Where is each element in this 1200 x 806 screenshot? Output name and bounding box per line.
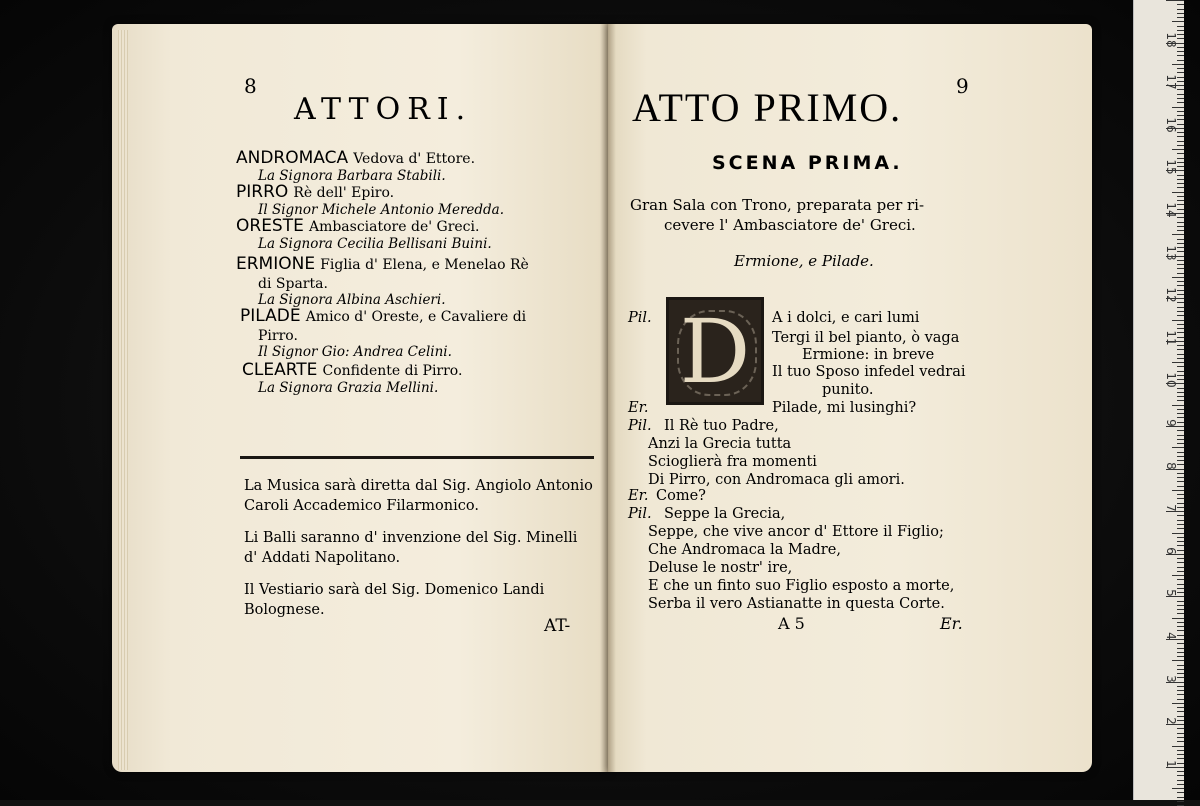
- ruler-minor-tick: [1177, 763, 1184, 764]
- ruler-minor-tick: [1177, 77, 1184, 78]
- book-gutter: [600, 24, 616, 772]
- speaker-label: Pil.: [628, 506, 652, 522]
- initial-letter: D: [679, 300, 751, 403]
- ruler-minor-tick: [1172, 703, 1184, 704]
- singer-name: Il Signor Michele Antonio Meredda.: [258, 202, 505, 218]
- singer-name: Il Signor Gio: Andrea Celini.: [258, 344, 452, 360]
- ruler-minor-tick: [1177, 115, 1184, 116]
- ruler-minor-tick: [1177, 652, 1184, 653]
- ruler-minor-tick: [1172, 362, 1184, 363]
- ruler-minor-tick: [1172, 149, 1184, 150]
- role-name: PILADE: [240, 306, 301, 326]
- ruler-minor-tick: [1177, 354, 1184, 355]
- ruler-minor-tick: [1177, 366, 1184, 367]
- ruler-minor-tick: [1177, 460, 1184, 461]
- ruler-minor-tick: [1177, 4, 1184, 5]
- signature-mark: A 5: [778, 614, 805, 633]
- ruler-minor-tick: [1177, 537, 1184, 538]
- ruler-label: 16: [1164, 117, 1178, 133]
- cast-entry: [236, 254, 529, 274]
- ruler-minor-tick: [1177, 784, 1184, 785]
- role-description: Ambasciatore de' Greci.: [308, 219, 480, 235]
- role-name: CLEARTE: [242, 360, 318, 380]
- singer-name: La Signora Grazia Mellini.: [258, 380, 439, 396]
- left-catchword: AT-: [544, 616, 571, 636]
- cast-entry: [240, 306, 526, 326]
- ruler-minor-tick: [1177, 635, 1184, 636]
- ruler-minor-tick: [1177, 728, 1184, 729]
- role-name: PIRRO: [236, 182, 289, 202]
- role-description: Confidente di Pirro.: [322, 363, 463, 379]
- ruler-minor-tick: [1177, 243, 1184, 244]
- speaker-label: Er.: [628, 400, 649, 416]
- ruler-minor-tick: [1177, 222, 1184, 223]
- ruler-label: 12: [1164, 287, 1178, 303]
- ruler-minor-tick: [1177, 30, 1184, 31]
- ruler-minor-tick: [1172, 746, 1184, 747]
- ruler-minor-tick: [1177, 392, 1184, 393]
- ruler-label: 2: [1164, 717, 1178, 725]
- verse-line: Anzi la Grecia tutta: [648, 436, 792, 452]
- right-page-heading: ATTO PRIMO.: [632, 85, 903, 130]
- ruler-label: 8: [1164, 461, 1178, 470]
- ruler-minor-tick: [1177, 281, 1184, 282]
- ruler-minor-tick: [1177, 567, 1184, 568]
- ruler-minor-tick: [1177, 302, 1184, 303]
- ruler-minor-tick: [1177, 758, 1184, 759]
- cast-entry: [236, 182, 394, 202]
- ruler-minor-tick: [1177, 801, 1184, 802]
- ruler-minor-tick: [1177, 124, 1184, 125]
- role-description-continued: Pirro.: [258, 328, 298, 344]
- credit-line: Bolognese.: [244, 602, 325, 618]
- cast-entry: [242, 360, 462, 380]
- ruler-minor-tick: [1177, 528, 1184, 529]
- ruler-minor-tick: [1177, 60, 1184, 61]
- ruler-minor-tick: [1177, 439, 1184, 440]
- ruler-label: 6: [1164, 546, 1178, 555]
- ruler-minor-tick: [1177, 422, 1184, 423]
- ruler-minor-tick: [1177, 187, 1184, 188]
- ruler-minor-tick: [1177, 690, 1184, 691]
- ruler-minor-tick: [1177, 141, 1184, 142]
- ruler-minor-tick: [1177, 648, 1184, 649]
- verse-line: punito.: [822, 382, 874, 398]
- ruler-minor-tick: [1177, 136, 1184, 137]
- ruler-minor-tick: [1177, 72, 1184, 73]
- ruler-minor-tick: [1177, 622, 1184, 623]
- ruler-minor-tick: [1177, 694, 1184, 695]
- left-page: [112, 24, 608, 772]
- ruler-minor-tick: [1177, 550, 1184, 551]
- role-name: ANDROMACA: [236, 148, 349, 168]
- ruler-label: 13: [1164, 244, 1178, 261]
- ruler-minor-tick: [1177, 792, 1184, 793]
- ruler-minor-tick: [1177, 230, 1184, 231]
- ruler-minor-tick: [1177, 771, 1184, 772]
- singer-name: La Signora Albina Aschieri.: [258, 292, 446, 308]
- credit-line: Il Vestiario sarà del Sig. Domenico Landi: [244, 582, 545, 598]
- ruler-minor-tick: [1177, 541, 1184, 542]
- ruler-label: 4: [1164, 632, 1178, 640]
- ruler-minor-tick: [1177, 733, 1184, 734]
- speaker-label: Pil.: [628, 418, 652, 434]
- verse-line: Il tuo Sposo infedel vedrai: [772, 364, 966, 380]
- verse-line: Seppe la Grecia,: [664, 506, 786, 522]
- ruler-minor-tick: [1177, 102, 1184, 103]
- singer-name: La Signora Barbara Stabili.: [258, 168, 446, 184]
- verse-line: Come?: [656, 488, 706, 504]
- ruler-minor-tick: [1177, 217, 1184, 218]
- ruler-minor-tick: [1177, 400, 1184, 401]
- ruler-minor-tick: [1177, 601, 1184, 602]
- ruler-minor-tick: [1172, 660, 1184, 661]
- ruler-minor-tick: [1177, 720, 1184, 721]
- ruler-minor-tick: [1177, 626, 1184, 627]
- verse-line: A i dolci, e cari lumi: [772, 310, 920, 326]
- ruler-minor-tick: [1172, 277, 1184, 278]
- ruler-minor-tick: [1177, 750, 1184, 751]
- ruler-minor-tick: [1177, 273, 1184, 274]
- credit-line: Caroli Accademico Filarmonico.: [244, 498, 479, 514]
- ruler-minor-tick: [1172, 64, 1184, 65]
- ruler-minor-tick: [1177, 290, 1184, 291]
- ruler-minor-tick: [1177, 477, 1184, 478]
- ruler-minor-tick: [1177, 264, 1184, 265]
- ruler-minor-tick: [1177, 9, 1184, 10]
- ruler-minor-tick: [1177, 145, 1184, 146]
- ruler-minor-tick: [1177, 562, 1184, 563]
- ruler-minor-tick: [1177, 247, 1184, 248]
- ruler-label: 18: [1164, 31, 1178, 48]
- ruler-minor-tick: [1177, 669, 1184, 670]
- ruler-minor-tick: [1177, 13, 1184, 14]
- ruler-minor-tick: [1177, 345, 1184, 346]
- ruler-minor-tick: [1177, 379, 1184, 380]
- ruler-minor-tick: [1177, 656, 1184, 657]
- ruler-minor-tick: [1172, 575, 1184, 576]
- ruler-minor-tick: [1177, 486, 1184, 487]
- page-edges: [118, 30, 128, 770]
- ruler-minor-tick: [1177, 507, 1184, 508]
- ruler-minor-tick: [1177, 741, 1184, 742]
- ruler-minor-tick: [1177, 81, 1184, 82]
- ruler-minor-tick: [1177, 754, 1184, 755]
- ruler-minor-tick: [1177, 665, 1184, 666]
- ruler-minor-tick: [1177, 677, 1184, 678]
- right-page-number: 9: [956, 74, 969, 98]
- ruler-minor-tick: [1177, 613, 1184, 614]
- ruler-minor-tick: [1172, 618, 1184, 619]
- ruler-minor-tick: [1177, 443, 1184, 444]
- ruler-minor-tick: [1177, 609, 1184, 610]
- ruler-minor-tick: [1177, 643, 1184, 644]
- ruler-minor-tick: [1177, 226, 1184, 227]
- ruler-minor-tick: [1177, 409, 1184, 410]
- ruler-minor-tick: [1177, 711, 1184, 712]
- ruler-minor-tick: [1177, 94, 1184, 95]
- verse-line: Ermione: in breve: [802, 347, 935, 363]
- verse-line: Il Rè tuo Padre,: [664, 418, 779, 434]
- ruler-minor-tick: [1177, 579, 1184, 580]
- verse-line: Scioglierà fra momenti: [648, 454, 817, 470]
- ruler-label: 1: [1164, 759, 1178, 768]
- role-description: Rè dell' Epiro.: [293, 185, 395, 201]
- verse-line: Deluse le nostr' ire,: [648, 560, 793, 576]
- ruler-minor-tick: [1177, 592, 1184, 593]
- cast-entry: [236, 148, 475, 168]
- ruler-label: 10: [1164, 372, 1178, 389]
- ruler-minor-tick: [1177, 699, 1184, 700]
- verse-line: Tergi il bel pianto, ò vaga: [772, 330, 960, 346]
- ruler-minor-tick: [1172, 533, 1184, 534]
- speaker-label: Er.: [628, 488, 649, 504]
- verse-line: Seppe, che vive ancor d' Ettore il Figlio;: [648, 524, 944, 540]
- ruler-minor-tick: [1177, 456, 1184, 457]
- ruler-minor-tick: [1172, 21, 1184, 22]
- ruler-minor-tick: [1177, 545, 1184, 546]
- ruler-minor-tick: [1177, 417, 1184, 418]
- ruler-minor-tick: [1177, 98, 1184, 99]
- ruler-minor-tick: [1172, 192, 1184, 193]
- singer-name: La Signora Cecilia Bellisani Buini.: [258, 236, 492, 252]
- ruler-minor-tick: [1177, 349, 1184, 350]
- ruler-minor-tick: [1177, 503, 1184, 504]
- ruler-minor-tick: [1177, 571, 1184, 572]
- ruler-minor-tick: [1177, 55, 1184, 56]
- ruler-minor-tick: [1177, 68, 1184, 69]
- ruler-label: 17: [1164, 74, 1178, 90]
- ruler-label: 11: [1164, 330, 1178, 346]
- role-description: Vedova d' Ettore.: [353, 151, 476, 167]
- role-name: ERMIONE: [236, 254, 316, 274]
- ruler-minor-tick: [1177, 119, 1184, 120]
- credit-line: d' Addati Napolitano.: [244, 550, 401, 566]
- right-catchword: Er.: [940, 614, 963, 633]
- ruler-minor-tick: [1177, 515, 1184, 516]
- ruler-minor-tick: [1172, 788, 1184, 789]
- credit-line: Li Balli saranno d' invenzione del Sig. Minelli: [244, 530, 578, 546]
- ruler-minor-tick: [1177, 307, 1184, 308]
- ruler-minor-tick: [1177, 183, 1184, 184]
- ruler-minor-tick: [1172, 447, 1184, 448]
- ruler-minor-tick: [1177, 337, 1184, 338]
- left-page-heading: ATTORI.: [294, 92, 473, 127]
- ruler-minor-tick: [1177, 605, 1184, 606]
- ruler-label: 3: [1164, 674, 1178, 683]
- stage-direction: cevere l' Ambasciatore de' Greci.: [664, 216, 916, 234]
- role-description: Amico d' Oreste, e Cavaliere di: [305, 309, 527, 325]
- ruler-minor-tick: [1177, 413, 1184, 414]
- ruler-minor-tick: [1177, 473, 1184, 474]
- ruler-minor-tick: [1177, 132, 1184, 133]
- ruler-minor-tick: [1177, 179, 1184, 180]
- ruler-minor-tick: [1177, 588, 1184, 589]
- ruler-minor-tick: [1177, 324, 1184, 325]
- ruler-minor-tick: [1177, 51, 1184, 52]
- ruler-minor-tick: [1177, 498, 1184, 499]
- role-description: Figlia d' Elena, e Menelao Rè: [320, 257, 529, 273]
- ruler-minor-tick: [1172, 320, 1184, 321]
- ruler-minor-tick: [1177, 524, 1184, 525]
- ruler-minor-tick: [1177, 375, 1184, 376]
- verse-line: Di Pirro, con Andromaca gli amori.: [648, 472, 905, 488]
- ruler-minor-tick: [1177, 396, 1184, 397]
- separator-rule: [240, 456, 594, 459]
- ruler-label: 9: [1164, 419, 1178, 427]
- role-description-continued: di Sparta.: [258, 276, 328, 292]
- ruler-minor-tick: [1177, 332, 1184, 333]
- ruler-minor-tick: [1177, 34, 1184, 35]
- ruler-minor-tick: [1177, 686, 1184, 687]
- ruler-minor-tick: [1177, 464, 1184, 465]
- ruler-minor-tick: [1177, 780, 1184, 781]
- ruler-minor-tick: [1177, 285, 1184, 286]
- ruler-minor-tick: [1172, 490, 1184, 491]
- ruler-minor-tick: [1177, 209, 1184, 210]
- ruler-minor-tick: [1177, 520, 1184, 521]
- ruler-minor-tick: [1177, 716, 1184, 717]
- verse-line: E che un finto suo Figlio esposto a morte,: [648, 578, 955, 594]
- ruler-minor-tick: [1177, 196, 1184, 197]
- ruler-minor-tick: [1177, 707, 1184, 708]
- ruler-minor-tick: [1177, 430, 1184, 431]
- ruler-minor-tick: [1177, 111, 1184, 112]
- ruler-minor-tick: [1177, 435, 1184, 436]
- ruler-minor-tick: [1177, 452, 1184, 453]
- ruler-minor-tick: [1177, 388, 1184, 389]
- verse-line: Serba il vero Astianatte in questa Corte.: [648, 596, 945, 612]
- ruler-minor-tick: [1177, 673, 1184, 674]
- ruler-minor-tick: [1177, 371, 1184, 372]
- ruler-label: 15: [1164, 159, 1178, 176]
- ruler-minor-tick: [1177, 153, 1184, 154]
- ruler-label: 7: [1164, 504, 1178, 512]
- role-name: ORESTE: [236, 216, 304, 236]
- verse-line: Che Andromaca la Madre,: [648, 542, 841, 558]
- ruler-minor-tick: [1177, 584, 1184, 585]
- ruler-minor-tick: [1177, 162, 1184, 163]
- ruler-label: 14: [1164, 202, 1178, 218]
- ruler-minor-tick: [1177, 175, 1184, 176]
- ruler-minor-tick: [1177, 166, 1184, 167]
- ruler-minor-tick: [1177, 89, 1184, 90]
- ruler-minor-tick: [1177, 630, 1184, 631]
- ruler-minor-tick: [1172, 234, 1184, 235]
- ruler-minor-tick: [1177, 315, 1184, 316]
- scene-title: SCENA PRIMA.: [712, 152, 903, 174]
- characters-on-stage: Ermione, e Pilade.: [734, 252, 874, 270]
- ruler-minor-tick: [1177, 358, 1184, 359]
- decorated-initial: [666, 297, 764, 405]
- ruler-label: 5: [1164, 589, 1178, 598]
- speaker-label: Pil.: [628, 310, 652, 326]
- ruler-minor-tick: [1177, 47, 1184, 48]
- verse-line: Pilade, mi lusinghi?: [772, 400, 917, 416]
- ruler-minor-tick: [1177, 158, 1184, 159]
- ruler-minor-tick: [1177, 797, 1184, 798]
- ruler-minor-tick: [1177, 17, 1184, 18]
- ruler-minor-tick: [1172, 405, 1184, 406]
- left-page-number: 8: [244, 74, 257, 98]
- ruler-minor-tick: [1177, 328, 1184, 329]
- ruler-minor-tick: [1177, 239, 1184, 240]
- ruler-minor-tick: [1177, 558, 1184, 559]
- ruler-minor-tick: [1172, 107, 1184, 108]
- credit-line: La Musica sarà diretta dal Sig. Angiolo Antonio: [244, 478, 593, 494]
- ruler-minor-tick: [1177, 494, 1184, 495]
- ruler-minor-tick: [1177, 294, 1184, 295]
- ruler-tick: [1166, 0, 1184, 1]
- measuring-ruler: [1133, 0, 1184, 800]
- ruler-minor-tick: [1177, 26, 1184, 27]
- ruler-minor-tick: [1177, 38, 1184, 39]
- cast-entry: [236, 216, 479, 236]
- ruler-minor-tick: [1177, 481, 1184, 482]
- ruler-minor-tick: [1177, 775, 1184, 776]
- ruler-minor-tick: [1177, 268, 1184, 269]
- stage-direction: Gran Sala con Trono, preparata per ri-: [630, 196, 925, 214]
- ruler-minor-tick: [1177, 251, 1184, 252]
- ruler-minor-tick: [1177, 200, 1184, 201]
- ruler-minor-tick: [1177, 311, 1184, 312]
- ruler-minor-tick: [1177, 260, 1184, 261]
- ruler-minor-tick: [1177, 204, 1184, 205]
- ruler-minor-tick: [1177, 737, 1184, 738]
